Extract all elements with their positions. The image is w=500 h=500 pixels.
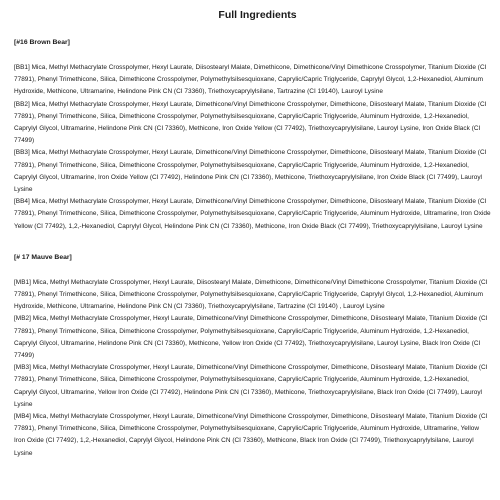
section-brown-bear xyxy=(14,38,491,233)
section-heading: [#16 Brown Bear] xyxy=(14,39,70,46)
section-mauve-bear xyxy=(14,253,491,460)
ingredient-list xyxy=(14,277,491,460)
ingredient-entry-bb3: [BB3] Mica, Methyl Methacrylate Crosspolymer, Hexyl Laurate, Dimethicone/Vinyl Dimethicone Crosspolymer, Dimethicone, Diisostearyl Malate, Titanium Dioxide (CI 77891), Phenyl Trimethicone, Silica, Dimethicone Crosspolymer, Polymethylsilsesquioxane, Caprylic/Capric Triglyceride, Aluminum Hydroxide, 1,2-Hexanediol, Caprylyl Glycol, Ultramarine, Iron Oxide Yellow (CI 77492), Helindone Pink CN (CI 73360), Methicone, Triethoxycaprylylsilane, Iron Oxide Black (CI 77499), Lauroyl Lysine xyxy=(14,149,487,194)
ingredient-list xyxy=(14,62,491,233)
page-title: Full Ingredients xyxy=(218,9,297,21)
section-heading: [# 17 Mauve Bear] xyxy=(14,253,72,261)
ingredient-entry-mb2: [MB2] Mica, Methyl Methacrylate Crosspolymer, Hexyl Laurate, Dimethicone/Vinyl Dimethicone Crosspolymer, Dimethicone, Diisostearyl Malate, Titanium Dioxide (CI 77891), Phenyl Trimethicone, Silica, Dimethicone Crosspolymer, Polymethylsilsesquioxane, Caprylic/Capric Triglyceride, Aluminum Hydroxide, 1,2-Hexanediol, Caprylyl Glycol, Ultramarine, Helindone Pink CN (CI 73360), Methicone, Yellow Iron Oxide (CI 77492), Triethoxycaprylylsilane, Lauroyl Lysine, Black Iron Oxide (CI 77499) xyxy=(14,315,488,360)
ingredient-entry-mb4: [MB4] Mica, Methyl Methacrylate Crosspolymer, Hexyl Laurate, Dimethicone/Vinyl Dimethicone Crosspolymer, Dimethicone, Diisostearyl Malate, Titanium Dioxide (CI 77891), Phenyl Trimethicone, Silica, Dimethicone Crosspolymer, Polymethylsilsesquioxane, Caprylic/Capric Triglyceride, Aluminum Hydroxide, Ultramarine, Yellow Iron Oxide (CI 77492), 1,2,-Hexanediol, Caprylyl Glycol, Helindone Pink CN (CI 73360), Methicone, Black Iron Oxide (CI 77499), Triethoxycaprylylsilane, Lauroyl Lysine xyxy=(14,413,488,457)
ingredient-entry-mb3: [MB3] Mica, Methyl Methacrylate Crosspolymer, Hexyl Laurate, Dimethicone/Vinyl Dimethicone Crosspolymer, Dimethicone, Diisostearyl Malate, Titanium Dioxide (CI 77891), Phenyl Trimethicone, Silica, Dimethicone Crosspolymer, Polymethylsilsesquioxane, Caprylic/Capric Triglyceride, Aluminum Hydroxide, 1,2-Hexanediol, Caprylyl Glycol, Ultramarine, Yellow Iron Oxide (CI 77492), Helindone Pink CN (CI 73360), Methicone, Triethoxycaprylylsilane, Black Iron Oxide (CI 77499), Lauroyl Lysine xyxy=(14,364,488,408)
ingredient-entry-bb2: [BB2] Mica, Methyl Methacrylate Crosspolymer, Hexyl Laurate, Dimethicone/Vinyl Dimethicone Crosspolymer, Dimethicone, Diisostearyl Malate, Titanium Dioxide (CI 77891), Phenyl Trimethicone, Silica, Dimethicone Crosspolymer, Polymethylsilsesquioxane, Caprylic/Capric Triglyceride, Aluminum Hydroxide, 1,2-Hexanediol, Caprylyl Glycol, Ultramarine, Helindone Pink CN (CI 73360), Methicone, Iron Oxide Yellow (CI 77492), Triethoxycaprylylsilane, Lauroyl Lysine, Iron Oxide Black (CI 77499) xyxy=(14,100,487,145)
ingredient-entry-mb1: [MB1] Mica, Methyl Methacrylate Crosspolymer, Hexyl Laurate, Diisostearyl Malate, Dimethicone, Dimethicone/Vinyl Dimethicone Crosspolymer, Titanium Dioxide (CI 77891), Phenyl Trimethicone, Silica, Dimethicone Crosspolymer, Polymethylsilsesquioxane, Caprylic/Capric Triglyceride, Caprylyl Glycol, 1,2-Hexanediol, Aluminum Hydroxide, Methicone, Ultramarine, Helindone Pink CN (CI 73360), Triethoxycaprylylsilane, Tartrazine (CI 19140) , Lauroyl Lysine xyxy=(14,278,488,311)
ingredient-entry-bb4: [BB4] Mica, Methyl Methacrylate Crosspolymer, Hexyl Laurate, Dimethicone/Vinyl Dimethicone Crosspolymer, Dimethicone, Diisostearyl Malate, Titanium Dioxide (CI 77891), Phenyl Trimethicone, Silica, Dimethicone Crosspolymer, Polymethylsilsesquioxane, Caprylic/Capric Triglyceride, Aluminum Hydroxide, Ultramarine, Iron Oxide Yellow (CI 77492), 1,2,-Hexanediol, Caprylyl Glycol, Helindone Pink CN (CI 73360), Methicone, Iron Oxide Black (CI 77499), Triethoxycaprylylsilane, Lauroyl Lysine xyxy=(14,198,491,230)
ingredient-entry-bb1: [BB1] Mica, Methyl Methacrylate Crosspolymer, Hexyl Laurate, Diisostearyl Malate, Dimethicone, Dimethicone/Vinyl Dimethicone Crosspolymer, Titanium Dioxide (CI 77891), Phenyl Trimethicone, Silica, Dimethicone Crosspolymer, Polymethylsilsesquioxane, Caprylic/Capric Triglyceride, Caprylyl Glycol, 1,2-Hexanediol, Aluminum Hydroxide, Methicone, Ultramarine, Helindone Pink CN (CI 73360), Triethoxycaprylylsilane, Tartrazine (CI 19140), Lauroyl Lysine xyxy=(14,64,487,96)
